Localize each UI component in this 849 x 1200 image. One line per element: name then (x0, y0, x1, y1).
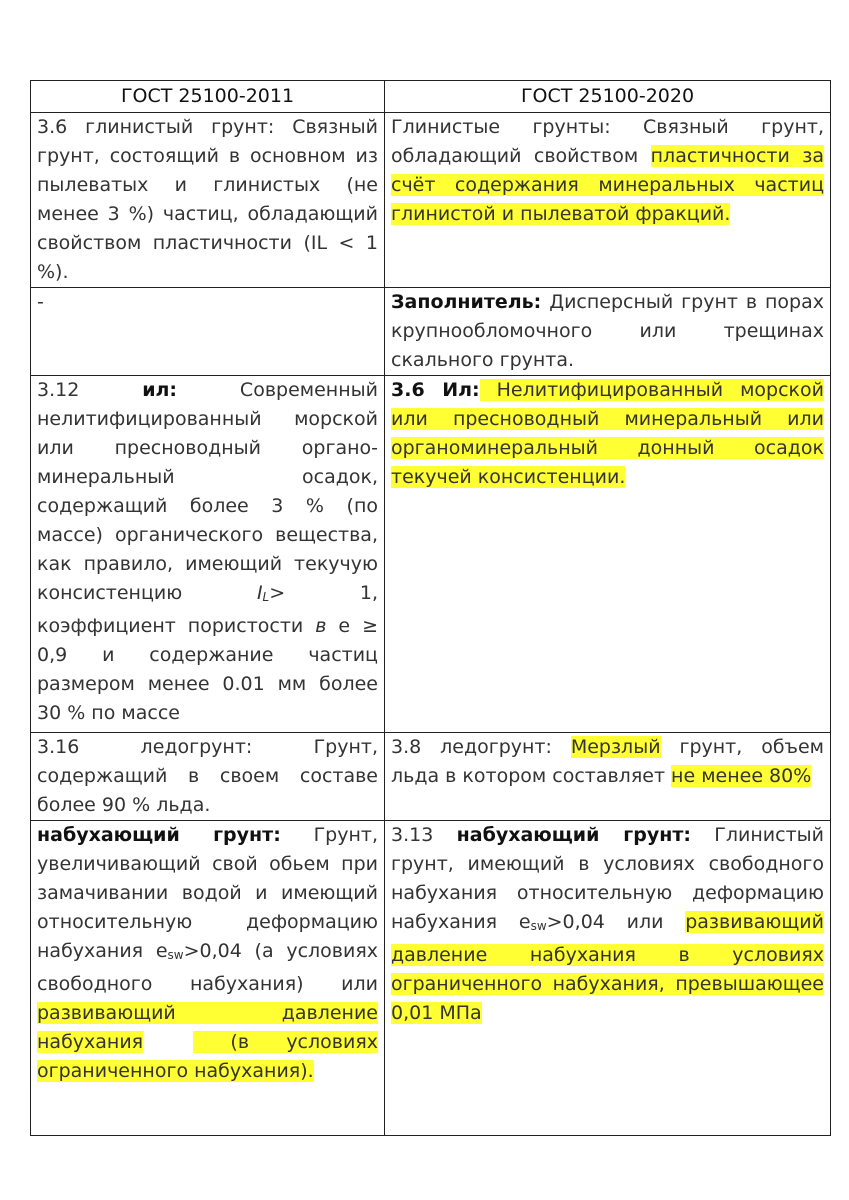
definition-text: Глинистый грунт, имеющий в условиях свободного набухания относительную деформацию набухания e (391, 824, 824, 933)
cell-2020-silt (385, 376, 831, 733)
term-label: ил: (142, 379, 178, 401)
table-row (31, 376, 831, 733)
cell-2020-clay-soil (385, 113, 831, 288)
subscript-sw: sw (530, 919, 547, 933)
table-row (31, 113, 831, 288)
highlighted-change: Мерзлый (570, 736, 661, 758)
definition-text: Грунт, увеличивающий свой обьем при замачивании водой и имеющий относительную деформацию набухания e (37, 824, 379, 962)
symbol-e: в (315, 615, 327, 637)
definition-text: Глинистые грунты: Связный грунт, обладающий свойством (391, 116, 824, 167)
table-header-row (31, 81, 831, 113)
term-label: набухающий грунт: (37, 824, 281, 846)
definition-text: Современный нелитифицированный морской или пресноводный органо-минеральный осадок, содержащий более 3 % (по массе) органического вещества, как правило, имеющий текучую консистенцию (37, 379, 378, 604)
cell-2020-swelling-soil (385, 821, 831, 1136)
clause-number: 3.13 (391, 824, 457, 846)
header-gost-2011: ГОСТ 25100-2011 (31, 81, 385, 113)
highlighted-change: не менее 80% (671, 765, 812, 787)
cell-2020-filler (385, 288, 831, 376)
symbol-il-subscript: L (262, 590, 270, 604)
table-row (31, 288, 831, 376)
highlighted-change: Нелитифицированный морской или пресноводный минеральный или органоминеральный донный осадок текучей консистенции. (391, 379, 824, 488)
highlighted-change: развивающий давление набухания (37, 1002, 378, 1053)
symbol-il: I (256, 582, 263, 604)
header-gost-2020: ГОСТ 25100-2020 (385, 81, 831, 113)
table-row (31, 733, 831, 821)
definition-text: > 1, коэффициент пористости (37, 582, 378, 637)
highlighted-change: развивающий давление набухания в условиях ограниченного набухания, превышающее 0,01 МПа (391, 911, 824, 1024)
definition-text: >0,04 или (546, 911, 686, 933)
definition-text: 3.8 ледогрунт: (391, 736, 571, 758)
definition-text: 3.6 глинистый грунт: Связный грунт, состоящий в основном из пылеватых и глинистых (не менее 3 %) частиц, обладающий свойством пластичности (IL < 1 %). (37, 116, 378, 283)
highlighted-change: пластичности за счёт содержания минеральных частиц глинистой и пылеватой фракций. (391, 145, 824, 225)
clause-number: 3.12 (37, 379, 143, 401)
cell-2011-swelling-soil (31, 821, 385, 1136)
definition-text: 3.16 ледогрунт: Грунт, содержащий в своем составе более 90 % льда. (37, 736, 378, 816)
subscript-sw: sw (167, 948, 184, 962)
definition-text: >0,04 (а условиях свободного набухания) или (37, 940, 379, 995)
cell-2011-filler (31, 288, 385, 376)
definition-text: е ≥ 0,9 и содержание частиц размером менее 0.01 мм более 30 % по массе (37, 615, 378, 724)
empty-dash: - (37, 291, 44, 313)
cell-2011-silt (31, 376, 385, 733)
definition-text: Дисперсный грунт в порах крупнообломочного или трещинах скального грунта. (391, 291, 824, 371)
term-label: Заполнитель: (391, 291, 542, 313)
highlighted-change: (в условиях ограниченного набухания). (37, 1031, 378, 1082)
cell-2011-ice-soil (31, 733, 385, 821)
term-label: 3.6 Ил: (391, 379, 480, 401)
cell-2011-clay-soil (31, 113, 385, 288)
definition-text: грунт, объем льда в котором составляет (391, 736, 824, 787)
term-label: набухающий грунт: (456, 824, 691, 846)
gost-comparison-table (30, 80, 831, 1136)
cell-2020-ice-soil (385, 733, 831, 821)
table-row (31, 821, 831, 1136)
